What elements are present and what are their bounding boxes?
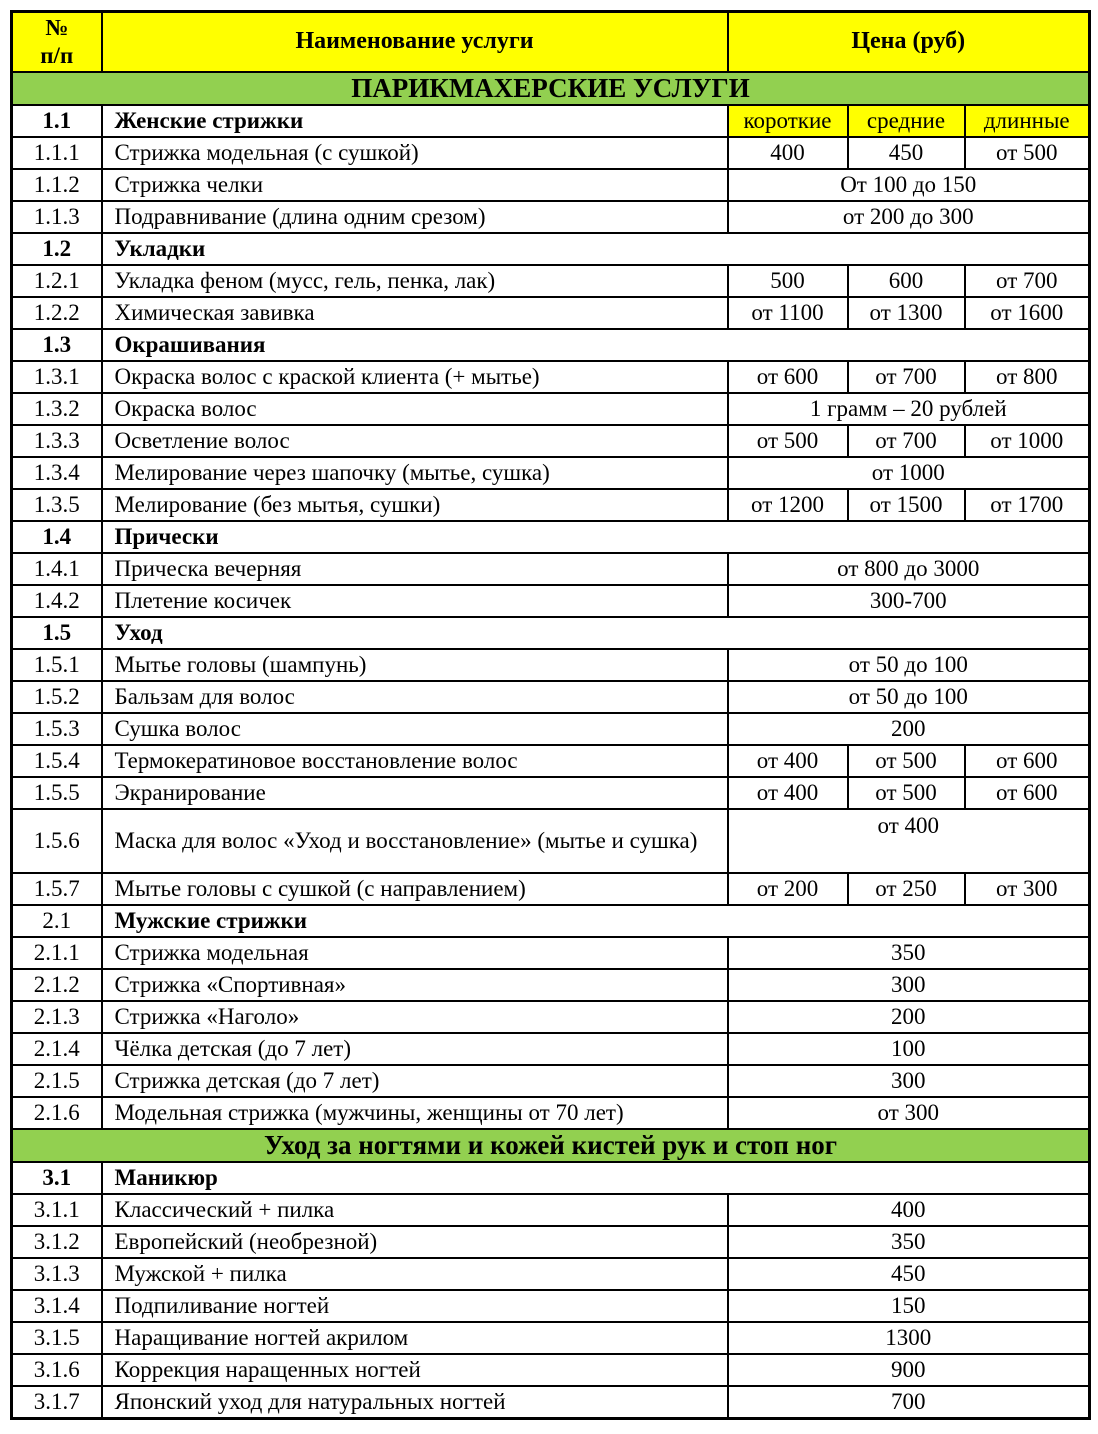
price-cell: от 200 до 300 [728, 201, 1090, 233]
row-number-cell: 1.5.1 [12, 649, 102, 681]
service-row [12, 1290, 1090, 1322]
row-number-cell: 1.3.5 [12, 489, 102, 521]
service-name-cell: Термокератиновое восстановление волос [102, 745, 728, 777]
service-row [12, 1065, 1090, 1097]
service-name-cell: Подравнивание (длина одним срезом) [102, 201, 728, 233]
service-row [12, 137, 1090, 169]
service-name-cell: Сушка волос [102, 713, 728, 745]
section-row [12, 105, 1090, 137]
service-name-cell: Стрижка «Спортивная» [102, 969, 728, 1001]
price-cell: 500 [728, 265, 848, 297]
row-number-cell: 3.1.1 [12, 1194, 102, 1226]
section-name-cell: Мужские стрижки [102, 905, 1090, 937]
service-name-cell: Окраска волос с краской клиента (+ мытье) [102, 361, 728, 393]
row-number-cell: 2.1 [12, 905, 102, 937]
service-row [12, 649, 1090, 681]
header-cell-number [12, 12, 102, 72]
section-row [12, 233, 1090, 265]
price-cell: 100 [728, 1033, 1090, 1065]
section-row [12, 521, 1090, 553]
service-name-cell: Мелирование через шапочку (мытье, сушка) [102, 457, 728, 489]
service-row [12, 969, 1090, 1001]
row-number-cell: 1.3.2 [12, 393, 102, 425]
row-number-cell: 2.1.4 [12, 1033, 102, 1065]
price-cell: от 600 [965, 745, 1090, 777]
row-number-cell: 2.1.5 [12, 1065, 102, 1097]
service-name-cell: Мытье головы с сушкой (с направлением) [102, 873, 728, 905]
table-header-row [12, 12, 1090, 72]
section-row [12, 329, 1090, 361]
row-number-cell: 1.5.4 [12, 745, 102, 777]
row-number-cell: 2.1.6 [12, 1097, 102, 1129]
price-cell: 200 [728, 1001, 1090, 1033]
service-row [12, 809, 1090, 873]
service-row [12, 393, 1090, 425]
price-cell: от 500 [848, 745, 965, 777]
section-name-cell: Окрашивания [102, 329, 1090, 361]
row-number-cell: 2.1.2 [12, 969, 102, 1001]
price-cell: 700 [728, 1386, 1090, 1419]
price-cell: От 100 до 150 [728, 169, 1090, 201]
header-number-top: № [45, 14, 69, 40]
row-number-cell: 2.1.1 [12, 937, 102, 969]
price-cell: от 800 до 3000 [728, 553, 1090, 585]
service-name-cell: Бальзам для волос [102, 681, 728, 713]
price-cell: от 1500 [848, 489, 965, 521]
service-row [12, 681, 1090, 713]
section-band-label: Уход за ногтями и кожей кистей рук и стоп ног [12, 1129, 1090, 1162]
service-name-cell: Прическа вечерняя [102, 553, 728, 585]
service-row [12, 1226, 1090, 1258]
service-row [12, 489, 1090, 521]
price-cell: 400 [728, 137, 848, 169]
row-number-cell: 1.3.4 [12, 457, 102, 489]
price-subcolumn-header: короткие [728, 105, 848, 137]
service-row [12, 553, 1090, 585]
price-cell: от 1200 [728, 489, 848, 521]
service-name-cell: Стрижка модельная [102, 937, 728, 969]
section-name-cell: Женские стрижки [102, 105, 728, 137]
service-row [12, 1097, 1090, 1129]
price-cell: 450 [728, 1258, 1090, 1290]
row-number-cell: 1.2.1 [12, 265, 102, 297]
service-name-cell: Японский уход для натуральных ногтей [102, 1386, 728, 1419]
price-cell: от 500 [728, 425, 848, 457]
service-name-cell: Чёлка детская (до 7 лет) [102, 1033, 728, 1065]
section-name-cell: Маникюр [102, 1162, 1090, 1194]
price-cell: 400 [728, 1194, 1090, 1226]
service-row [12, 457, 1090, 489]
price-cell: 200 [728, 713, 1090, 745]
service-row [12, 169, 1090, 201]
price-subcolumn-header: средние [848, 105, 965, 137]
service-name-cell: Химическая завивка [102, 297, 728, 329]
row-number-cell: 3.1.5 [12, 1322, 102, 1354]
row-number-cell: 3.1.2 [12, 1226, 102, 1258]
row-number-cell: 1.2 [12, 233, 102, 265]
price-cell: от 50 до 100 [728, 649, 1090, 681]
service-row [12, 1322, 1090, 1354]
service-row [12, 713, 1090, 745]
row-number-cell: 1.4 [12, 521, 102, 553]
service-row [12, 265, 1090, 297]
section-name-cell: Укладки [102, 233, 1090, 265]
price-cell: от 600 [728, 361, 848, 393]
row-number-cell: 2.1.3 [12, 1001, 102, 1033]
service-row [12, 937, 1090, 969]
service-name-cell: Наращивание ногтей акрилом [102, 1322, 728, 1354]
price-cell: от 250 [848, 873, 965, 905]
service-name-cell: Мытье головы (шампунь) [102, 649, 728, 681]
price-cell: от 50 до 100 [728, 681, 1090, 713]
price-cell: от 1600 [965, 297, 1090, 329]
price-cell: от 700 [848, 425, 965, 457]
price-cell: от 200 [728, 873, 848, 905]
service-name-cell: Европейский (необрезной) [102, 1226, 728, 1258]
service-name-cell: Плетение косичек [102, 585, 728, 617]
row-number-cell: 1.4.1 [12, 553, 102, 585]
service-row [12, 1001, 1090, 1033]
row-number-cell: 1.1.1 [12, 137, 102, 169]
row-number-cell: 3.1.7 [12, 1386, 102, 1419]
service-name-cell: Окраска волос [102, 393, 728, 425]
section-name-cell: Уход [102, 617, 1090, 649]
price-cell: от 800 [965, 361, 1090, 393]
service-row [12, 777, 1090, 809]
row-number-cell: 1.3.3 [12, 425, 102, 457]
price-cell: от 1100 [728, 297, 848, 329]
price-cell: от 1000 [965, 425, 1090, 457]
row-number-cell: 1.1.2 [12, 169, 102, 201]
service-name-cell: Маска для волос «Уход и восстановление» (мытье и сушка) [102, 809, 728, 873]
service-row [12, 425, 1090, 457]
price-cell: 600 [848, 265, 965, 297]
price-cell: 300-700 [728, 585, 1090, 617]
service-name-cell: Стрижка детская (до 7 лет) [102, 1065, 728, 1097]
row-number-cell: 1.5.3 [12, 713, 102, 745]
service-row [12, 1194, 1090, 1226]
price-cell: 300 [728, 1065, 1090, 1097]
header-cell-price: Цена (руб) [728, 12, 1090, 72]
service-name-cell: Мелирование (без мытья, сушки) [102, 489, 728, 521]
service-row [12, 1354, 1090, 1386]
service-name-cell: Подпиливание ногтей [102, 1290, 728, 1322]
row-number-cell: 1.2.2 [12, 297, 102, 329]
service-row [12, 873, 1090, 905]
row-number-cell: 1.3.1 [12, 361, 102, 393]
service-row [12, 745, 1090, 777]
service-name-cell: Укладка феном (мусс, гель, пенка, лак) [102, 265, 728, 297]
service-row [12, 201, 1090, 233]
price-cell: от 500 [965, 137, 1090, 169]
price-table-body [12, 72, 1090, 1419]
section-band-row [12, 1129, 1090, 1162]
header-number-bottom: п/п [40, 42, 74, 68]
service-name-cell: Мужской + пилка [102, 1258, 728, 1290]
price-cell: от 400 [728, 809, 1090, 873]
row-number-cell: 3.1.3 [12, 1258, 102, 1290]
service-row [12, 1033, 1090, 1065]
price-cell: 900 [728, 1354, 1090, 1386]
price-cell: 350 [728, 937, 1090, 969]
row-number-cell: 1.1 [12, 105, 102, 137]
service-row [12, 1386, 1090, 1419]
section-band-label: ПАРИКМАХЕРСКИЕ УСЛУГИ [12, 72, 1090, 105]
price-cell: от 1000 [728, 457, 1090, 489]
price-subcolumn-header: длинные [965, 105, 1090, 137]
service-row [12, 361, 1090, 393]
section-row [12, 1162, 1090, 1194]
price-cell: от 600 [965, 777, 1090, 809]
service-name-cell: Стрижка модельная (с сушкой) [102, 137, 728, 169]
price-cell: от 400 [728, 777, 848, 809]
row-number-cell: 1.5.2 [12, 681, 102, 713]
service-name-cell: Стрижка «Наголо» [102, 1001, 728, 1033]
service-name-cell: Классический + пилка [102, 1194, 728, 1226]
price-cell: от 1700 [965, 489, 1090, 521]
service-name-cell: Экранирование [102, 777, 728, 809]
price-cell: от 500 [848, 777, 965, 809]
price-cell: от 700 [965, 265, 1090, 297]
service-row [12, 585, 1090, 617]
row-number-cell: 1.5.5 [12, 777, 102, 809]
price-cell: от 300 [728, 1097, 1090, 1129]
row-number-cell: 3.1 [12, 1162, 102, 1194]
price-cell: 1 грамм – 20 рублей [728, 393, 1090, 425]
price-cell: от 300 [965, 873, 1090, 905]
row-number-cell: 1.1.3 [12, 201, 102, 233]
service-row [12, 1258, 1090, 1290]
price-cell: 450 [848, 137, 965, 169]
service-row [12, 297, 1090, 329]
price-cell: 1300 [728, 1322, 1090, 1354]
row-number-cell: 1.5.6 [12, 809, 102, 873]
price-cell: 150 [728, 1290, 1090, 1322]
price-cell: 350 [728, 1226, 1090, 1258]
price-cell: от 1300 [848, 297, 965, 329]
row-number-cell: 1.5 [12, 617, 102, 649]
row-number-cell: 3.1.4 [12, 1290, 102, 1322]
price-table [10, 10, 1091, 1420]
row-number-cell: 1.3 [12, 329, 102, 361]
section-band-row [12, 72, 1090, 105]
section-row [12, 905, 1090, 937]
service-name-cell: Осветление волос [102, 425, 728, 457]
service-name-cell: Модельная стрижка (мужчины, женщины от 70 лет) [102, 1097, 728, 1129]
service-name-cell: Стрижка челки [102, 169, 728, 201]
price-cell: от 700 [848, 361, 965, 393]
service-name-cell: Коррекция наращенных ногтей [102, 1354, 728, 1386]
section-name-cell: Прически [102, 521, 1090, 553]
row-number-cell: 1.5.7 [12, 873, 102, 905]
row-number-cell: 3.1.6 [12, 1354, 102, 1386]
price-cell: 300 [728, 969, 1090, 1001]
row-number-cell: 1.4.2 [12, 585, 102, 617]
section-row [12, 617, 1090, 649]
price-cell: от 400 [728, 745, 848, 777]
header-cell-service: Наименование услуги [102, 12, 728, 72]
